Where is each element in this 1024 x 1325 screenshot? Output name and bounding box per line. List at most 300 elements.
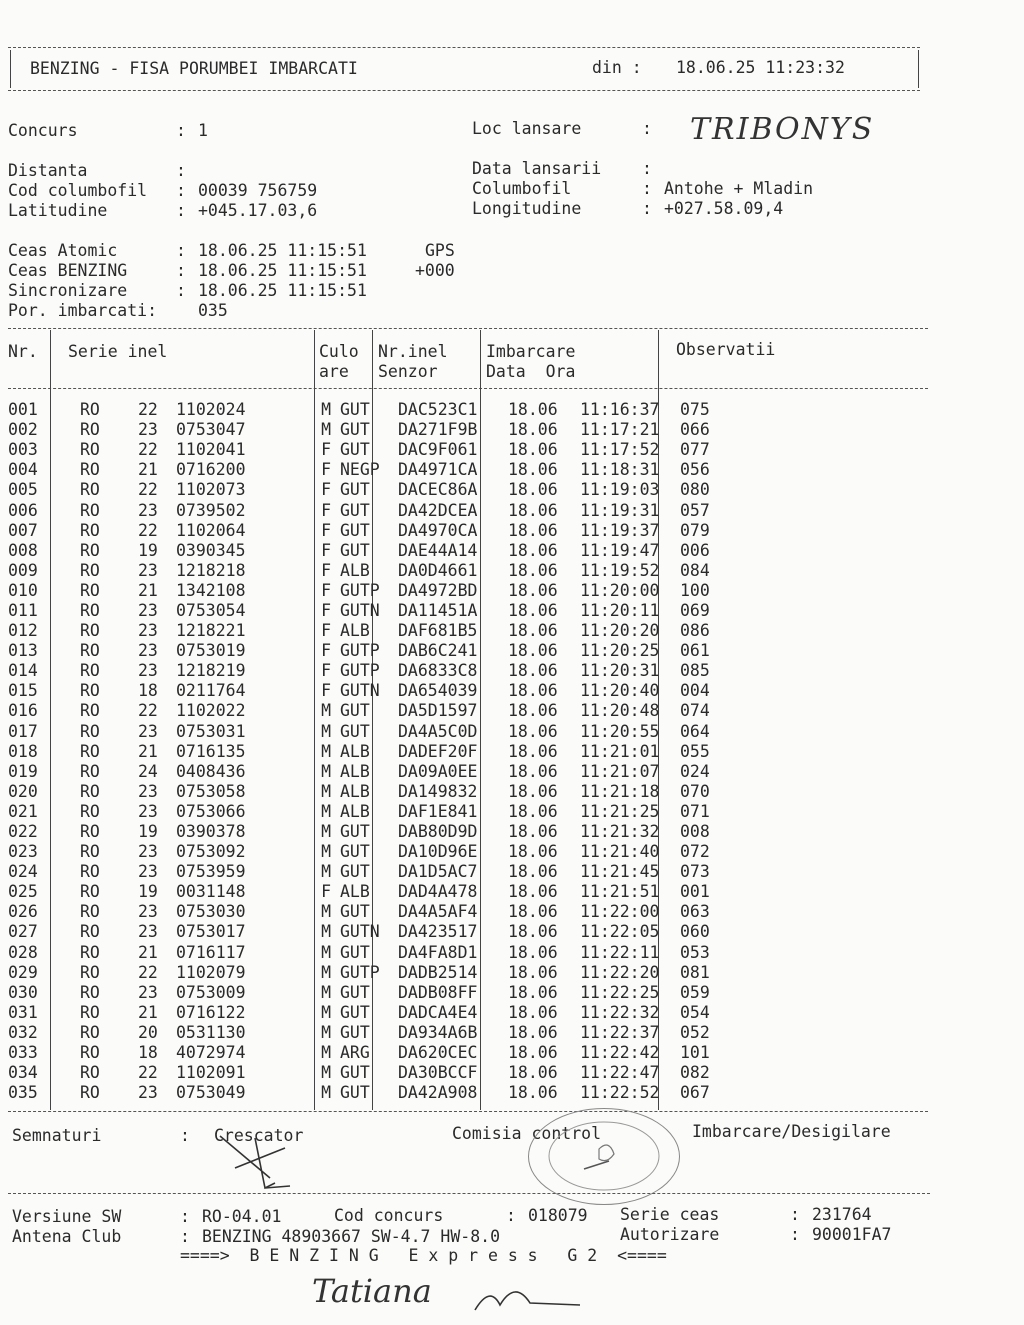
- row-color: GUT: [340, 1022, 370, 1042]
- cod-concurs-value: 018079: [528, 1206, 588, 1225]
- row-color: GUTN: [340, 600, 380, 620]
- row-sex: M: [321, 1043, 331, 1063]
- row-time: 11:20:31: [580, 661, 660, 681]
- row-date: 18.06: [508, 621, 558, 641]
- row-ring: 1218219: [176, 661, 246, 681]
- row-country: RO: [80, 580, 100, 600]
- row-date: 18.06: [508, 982, 558, 1002]
- row-sensor: DADB08FF: [398, 982, 478, 1002]
- row-sex: M: [321, 1002, 331, 1022]
- row-year: 23: [138, 862, 158, 882]
- row-observatii: 006: [680, 540, 710, 560]
- header-top-border: [8, 47, 920, 48]
- row-time: 11:20:11: [580, 600, 660, 620]
- table-row: [8, 1003, 800, 1023]
- row-observatii: 060: [680, 922, 710, 942]
- row-nr: 006: [8, 500, 38, 520]
- row-nr: 019: [8, 761, 38, 781]
- row-date: 18.06: [508, 842, 558, 862]
- row-year: 23: [138, 801, 158, 821]
- row-date: 18.06: [508, 882, 558, 902]
- row-sensor: DA09A0EE: [398, 761, 478, 781]
- row-time: 11:16:37: [580, 400, 660, 420]
- row-date: 18.06: [508, 801, 558, 821]
- versiune-sw-value: RO-04.01: [202, 1207, 282, 1226]
- row-sensor: DA620CEC: [398, 1043, 478, 1063]
- row-time: 11:21:40: [580, 842, 660, 862]
- table-row: [8, 621, 800, 641]
- row-color: ALB: [340, 741, 370, 761]
- row-time: 11:18:31: [580, 460, 660, 480]
- row-nr: 002: [8, 420, 38, 440]
- row-nr: 034: [8, 1063, 38, 1083]
- antena-club-label: Antena Club: [12, 1227, 122, 1246]
- row-color: ALB: [340, 882, 370, 902]
- cod-concurs-label: Cod concurs: [334, 1206, 444, 1225]
- ceas-benzing-value: 18.06.25 11:15:51: [198, 261, 367, 280]
- semnaturi-colon: :: [180, 1126, 190, 1145]
- table-row: [8, 561, 800, 581]
- row-year: 22: [138, 400, 158, 420]
- row-time: 11:21:07: [580, 761, 660, 781]
- bottom-signature-icon: [470, 1275, 590, 1320]
- row-year: 23: [138, 1083, 158, 1103]
- row-ring: 0753031: [176, 721, 246, 741]
- row-sensor: DA0D4661: [398, 560, 478, 580]
- row-sex: M: [321, 420, 331, 440]
- row-year: 22: [138, 520, 158, 540]
- row-time: 11:19:37: [580, 520, 660, 540]
- table-row: [8, 661, 800, 681]
- row-nr: 023: [8, 842, 38, 862]
- table-row: [8, 983, 800, 1003]
- row-color: ALB: [340, 621, 370, 641]
- row-year: 18: [138, 681, 158, 701]
- row-time: 11:22:32: [580, 1002, 660, 1022]
- antena-club-colon: :: [180, 1227, 190, 1246]
- row-nr: 024: [8, 862, 38, 882]
- row-nr: 018: [8, 741, 38, 761]
- row-ring: 0390378: [176, 822, 246, 842]
- row-color: GUT: [340, 982, 370, 1002]
- row-sex: M: [321, 741, 331, 761]
- latitudine-colon: :: [176, 201, 186, 220]
- row-color: GUTN: [340, 922, 380, 942]
- row-color: GUT: [340, 822, 370, 842]
- row-sex: M: [321, 1022, 331, 1042]
- row-observatii: 071: [680, 801, 710, 821]
- row-date: 18.06: [508, 480, 558, 500]
- row-ring: 0390345: [176, 540, 246, 560]
- table-row: [8, 601, 800, 621]
- row-observatii: 101: [680, 1043, 710, 1063]
- row-date: 18.06: [508, 1063, 558, 1083]
- row-nr: 035: [8, 1083, 38, 1103]
- row-time: 11:22:42: [580, 1043, 660, 1063]
- data-lansarii-colon: :: [642, 159, 652, 178]
- table-row: [8, 1063, 800, 1083]
- row-year: 20: [138, 1022, 158, 1042]
- row-nr: 026: [8, 902, 38, 922]
- row-color: GUT: [340, 842, 370, 862]
- col-header-imbarcare-2: Data Ora: [486, 362, 576, 381]
- row-time: 11:21:32: [580, 822, 660, 842]
- table-row: [8, 742, 800, 762]
- col-header-culo-1: Culo: [319, 342, 359, 361]
- row-nr: 010: [8, 580, 38, 600]
- row-observatii: 054: [680, 1002, 710, 1022]
- row-ring: 0716135: [176, 741, 246, 761]
- row-nr: 007: [8, 520, 38, 540]
- row-color: GUT: [340, 480, 370, 500]
- row-nr: 011: [8, 600, 38, 620]
- table-row: [8, 722, 800, 742]
- row-country: RO: [80, 681, 100, 701]
- row-color: GUTP: [340, 962, 380, 982]
- row-ring: 4072974: [176, 1043, 246, 1063]
- row-nr: 013: [8, 641, 38, 661]
- row-date: 18.06: [508, 440, 558, 460]
- row-date: 18.06: [508, 400, 558, 420]
- columbofil-value: Antohe + Mladin: [664, 179, 814, 198]
- row-country: RO: [80, 540, 100, 560]
- table-row: [8, 1043, 800, 1063]
- row-time: 11:21:01: [580, 741, 660, 761]
- row-country: RO: [80, 1043, 100, 1063]
- row-sensor: DAB80D9D: [398, 822, 478, 842]
- row-observatii: 086: [680, 621, 710, 641]
- serie-ceas-label: Serie ceas: [620, 1205, 720, 1224]
- row-country: RO: [80, 600, 100, 620]
- versiune-sw-label: Versiune SW: [12, 1207, 122, 1226]
- row-ring: 1102073: [176, 480, 246, 500]
- row-observatii: 073: [680, 862, 710, 882]
- row-ring: 0031148: [176, 882, 246, 902]
- row-ring: 0753049: [176, 1083, 246, 1103]
- row-ring: 0753959: [176, 862, 246, 882]
- col-header-imbarcare-1: Imbarcare: [486, 342, 576, 361]
- row-nr: 022: [8, 822, 38, 842]
- row-date: 18.06: [508, 721, 558, 741]
- row-observatii: 080: [680, 480, 710, 500]
- row-observatii: 081: [680, 962, 710, 982]
- table-row: [8, 762, 800, 782]
- row-date: 18.06: [508, 500, 558, 520]
- row-color: GUT: [340, 540, 370, 560]
- row-observatii: 085: [680, 661, 710, 681]
- signatures-bottom-border: [8, 1193, 930, 1194]
- row-ring: 0408436: [176, 761, 246, 781]
- row-ring: 0753092: [176, 842, 246, 862]
- row-date: 18.06: [508, 962, 558, 982]
- row-observatii: 084: [680, 560, 710, 580]
- row-sex: M: [321, 1083, 331, 1103]
- row-sex: M: [321, 862, 331, 882]
- row-observatii: 057: [680, 500, 710, 520]
- header-left-border: [10, 50, 11, 88]
- row-date: 18.06: [508, 822, 558, 842]
- row-observatii: 070: [680, 781, 710, 801]
- date-value: 18.06.25 11:23:32: [676, 58, 845, 77]
- row-ring: 1102064: [176, 520, 246, 540]
- row-nr: 033: [8, 1043, 38, 1063]
- row-color: GUT: [340, 400, 370, 420]
- row-ring: 0753009: [176, 982, 246, 1002]
- concurs-colon: :: [176, 121, 186, 140]
- row-ring: 1102079: [176, 962, 246, 982]
- loc-lansare-colon: :: [642, 119, 652, 138]
- row-year: 23: [138, 721, 158, 741]
- row-nr: 025: [8, 882, 38, 902]
- row-color: GUT: [340, 1002, 370, 1022]
- row-date: 18.06: [508, 1022, 558, 1042]
- ceas-atomic-label: Ceas Atomic: [8, 241, 118, 260]
- col-header-nrinel-2: Senzor: [378, 362, 438, 381]
- row-year: 23: [138, 922, 158, 942]
- distanta-label: Distanta: [8, 161, 88, 180]
- ceas-atomic-colon: :: [176, 241, 186, 260]
- row-sex: F: [321, 520, 331, 540]
- columbofil-colon: :: [642, 179, 652, 198]
- benzing-express-line: ====> B E N Z I N G E x p r e s s G 2 <====: [180, 1246, 667, 1265]
- row-ring: 0716122: [176, 1002, 246, 1022]
- table-row: [8, 902, 800, 922]
- row-sensor: DA271F9B: [398, 420, 478, 440]
- row-ring: 0753030: [176, 902, 246, 922]
- latitudine-label: Latitudine: [8, 201, 108, 220]
- row-year: 19: [138, 822, 158, 842]
- longitudine-colon: :: [642, 199, 652, 218]
- row-sensor: DADCA4E4: [398, 1002, 478, 1022]
- table-header-bottom-border: [8, 388, 928, 389]
- row-sensor: DA10D96E: [398, 842, 478, 862]
- row-year: 23: [138, 982, 158, 1002]
- autorizare-label: Autorizare: [620, 1225, 720, 1244]
- row-time: 11:22:52: [580, 1083, 660, 1103]
- row-sex: M: [321, 1063, 331, 1083]
- row-nr: 017: [8, 721, 38, 741]
- row-observatii: 008: [680, 822, 710, 842]
- row-country: RO: [80, 1022, 100, 1042]
- row-year: 24: [138, 761, 158, 781]
- row-sensor: DADB2514: [398, 962, 478, 982]
- row-color: ALB: [340, 560, 370, 580]
- row-sensor: DA934A6B: [398, 1022, 478, 1042]
- row-nr: 001: [8, 400, 38, 420]
- row-country: RO: [80, 801, 100, 821]
- row-time: 11:22:20: [580, 962, 660, 982]
- row-country: RO: [80, 480, 100, 500]
- row-year: 22: [138, 962, 158, 982]
- table-row: [8, 581, 800, 601]
- row-nr: 029: [8, 962, 38, 982]
- row-color: GUTP: [340, 580, 380, 600]
- row-nr: 008: [8, 540, 38, 560]
- row-ring: 0753066: [176, 801, 246, 821]
- row-country: RO: [80, 922, 100, 942]
- col-header-nrinel-1: Nr.inel: [378, 342, 448, 361]
- loc-lansare-value: TRIBONYS: [690, 112, 875, 147]
- row-ring: 0211764: [176, 681, 246, 701]
- commission-stamp-icon: [528, 1108, 680, 1205]
- autorizare-value: 90001FA7: [812, 1225, 892, 1244]
- row-sex: F: [321, 600, 331, 620]
- serie-ceas-value: 231764: [812, 1205, 872, 1224]
- row-sensor: DA4970CA: [398, 520, 478, 540]
- row-color: GUT: [340, 520, 370, 540]
- sincronizare-colon: :: [176, 281, 186, 300]
- row-sensor: DAC523C1: [398, 400, 478, 420]
- row-sensor: DA423517: [398, 922, 478, 942]
- row-nr: 027: [8, 922, 38, 942]
- row-sex: F: [321, 641, 331, 661]
- row-sex: M: [321, 701, 331, 721]
- row-ring: 0753047: [176, 420, 246, 440]
- row-country: RO: [80, 661, 100, 681]
- row-color: GUT: [340, 420, 370, 440]
- row-year: 23: [138, 621, 158, 641]
- semnaturi-label: Semnaturi: [12, 1126, 102, 1145]
- row-sensor: DADEF20F: [398, 741, 478, 761]
- table-row: [8, 1083, 800, 1103]
- row-year: 22: [138, 440, 158, 460]
- row-country: RO: [80, 721, 100, 741]
- table-row: [8, 440, 800, 460]
- row-color: GUT: [340, 862, 370, 882]
- row-sensor: DAC9F061: [398, 440, 478, 460]
- table-row: [8, 641, 800, 661]
- imbarcare-desigilare-label: Imbarcare/Desigilare: [692, 1122, 891, 1141]
- row-time: 11:21:51: [580, 882, 660, 902]
- row-observatii: 053: [680, 942, 710, 962]
- row-nr: 030: [8, 982, 38, 1002]
- data-lansarii-label: Data lansarii: [472, 159, 602, 178]
- row-color: GUT: [340, 500, 370, 520]
- row-date: 18.06: [508, 600, 558, 620]
- row-time: 11:20:20: [580, 621, 660, 641]
- row-sensor: DAF1E841: [398, 801, 478, 821]
- ceas-atomic-extra: GPS: [425, 241, 455, 260]
- page-title: BENZING - FISA PORUMBEI IMBARCATI: [30, 59, 358, 78]
- ceas-atomic-value: 18.06.25 11:15:51: [198, 241, 367, 260]
- columbofil-label: Columbofil: [472, 179, 572, 198]
- loc-lansare-label: Loc lansare: [472, 119, 582, 138]
- row-color: GUTP: [340, 661, 380, 681]
- table-row: [8, 963, 800, 983]
- row-observatii: 077: [680, 440, 710, 460]
- row-sex: F: [321, 681, 331, 701]
- table-top-border: [8, 328, 928, 329]
- row-sex: F: [321, 480, 331, 500]
- row-country: RO: [80, 902, 100, 922]
- row-year: 23: [138, 420, 158, 440]
- row-color: NEGP: [340, 460, 380, 480]
- row-sensor: DA6833C8: [398, 661, 478, 681]
- row-country: RO: [80, 842, 100, 862]
- row-color: GUTP: [340, 641, 380, 661]
- row-ring: 1102022: [176, 701, 246, 721]
- row-year: 21: [138, 580, 158, 600]
- row-country: RO: [80, 420, 100, 440]
- row-year: 18: [138, 1043, 158, 1063]
- row-observatii: 061: [680, 641, 710, 661]
- sincronizare-label: Sincronizare: [8, 281, 128, 300]
- row-sex: M: [321, 721, 331, 741]
- row-date: 18.06: [508, 681, 558, 701]
- row-sex: F: [321, 661, 331, 681]
- row-sensor: DAD4A478: [398, 882, 478, 902]
- row-nr: 028: [8, 942, 38, 962]
- row-country: RO: [80, 761, 100, 781]
- row-sensor: DA4A5C0D: [398, 721, 478, 741]
- row-date: 18.06: [508, 942, 558, 962]
- row-color: GUTN: [340, 681, 380, 701]
- row-date: 18.06: [508, 420, 558, 440]
- row-country: RO: [80, 962, 100, 982]
- row-date: 18.06: [508, 922, 558, 942]
- row-sensor: DAF681B5: [398, 621, 478, 641]
- table-row: [8, 480, 800, 500]
- row-date: 18.06: [508, 701, 558, 721]
- row-ring: 0531130: [176, 1022, 246, 1042]
- row-sex: F: [321, 500, 331, 520]
- row-ring: 0753017: [176, 922, 246, 942]
- row-country: RO: [80, 400, 100, 420]
- versiune-sw-colon: :: [180, 1207, 190, 1226]
- ceas-benzing-label: Ceas BENZING: [8, 261, 128, 280]
- row-time: 11:20:00: [580, 580, 660, 600]
- crescator-signature-icon: [215, 1128, 305, 1193]
- table-row: [8, 420, 800, 440]
- row-observatii: 052: [680, 1022, 710, 1042]
- row-sensor: DA4971CA: [398, 460, 478, 480]
- row-year: 23: [138, 661, 158, 681]
- row-observatii: 079: [680, 520, 710, 540]
- distanta-colon: :: [176, 161, 186, 180]
- row-sex: M: [321, 400, 331, 420]
- row-country: RO: [80, 1083, 100, 1103]
- row-time: 11:20:55: [580, 721, 660, 741]
- row-time: 11:22:05: [580, 922, 660, 942]
- row-time: 11:22:37: [580, 1022, 660, 1042]
- row-sensor: DA1D5AC7: [398, 862, 478, 882]
- row-time: 11:17:21: [580, 420, 660, 440]
- row-nr: 020: [8, 781, 38, 801]
- row-sex: F: [321, 560, 331, 580]
- row-country: RO: [80, 460, 100, 480]
- row-date: 18.06: [508, 1083, 558, 1103]
- table-row: [8, 701, 800, 721]
- row-year: 23: [138, 500, 158, 520]
- row-country: RO: [80, 882, 100, 902]
- cod-concurs-colon: :: [506, 1206, 516, 1225]
- row-sex: F: [321, 882, 331, 902]
- row-country: RO: [80, 982, 100, 1002]
- row-country: RO: [80, 862, 100, 882]
- row-year: 21: [138, 942, 158, 962]
- row-observatii: 100: [680, 580, 710, 600]
- row-country: RO: [80, 440, 100, 460]
- row-sex: F: [321, 440, 331, 460]
- row-time: 11:22:00: [580, 902, 660, 922]
- row-sex: M: [321, 902, 331, 922]
- row-ring: 1102024: [176, 400, 246, 420]
- row-sensor: DA654039: [398, 681, 478, 701]
- row-nr: 003: [8, 440, 38, 460]
- row-sex: M: [321, 801, 331, 821]
- row-time: 11:22:25: [580, 982, 660, 1002]
- row-year: 23: [138, 842, 158, 862]
